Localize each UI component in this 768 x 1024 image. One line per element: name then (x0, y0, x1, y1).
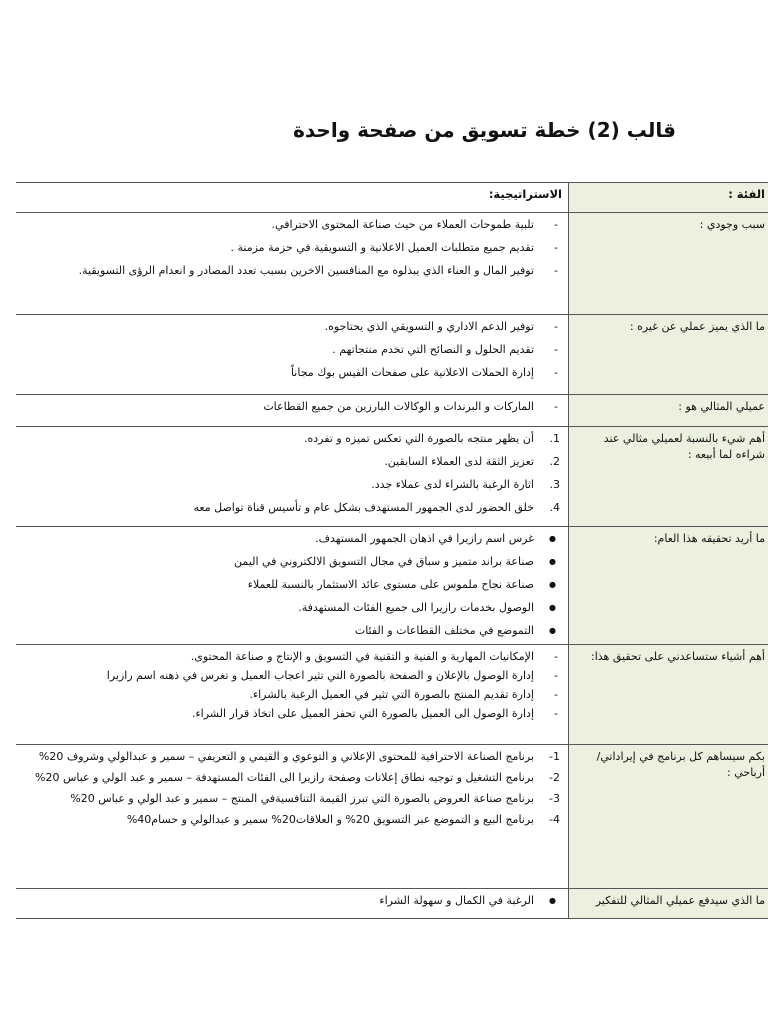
item-text: تعزيز الثقة لدى العملاء السابقين. (384, 455, 534, 468)
row-label: أهم أشياء ستساعدني على تحقيق هذا: (569, 645, 768, 745)
table-header-row (16, 183, 768, 213)
item-number: 2. (549, 455, 560, 468)
item-text: برنامج الصناعة الاحترافية للمحتوى الإعلاني و التوعوي و القيمي و التعريفي – سمير و عبدالولي وشروف 20% (38, 750, 534, 763)
item-number: 4- (549, 813, 560, 826)
table-row (16, 645, 768, 745)
list-item (22, 477, 562, 493)
list-item (22, 812, 562, 828)
item-number: 3. (549, 478, 560, 491)
row-label: ما الذي يميز عملي عن غيره : (569, 315, 768, 395)
numbered-list (22, 749, 562, 828)
item-number: 2- (549, 771, 560, 784)
item-number: 3- (549, 792, 560, 805)
row-content (16, 645, 569, 745)
item-text: خلق الحضور لدى الجمهور المستهدف بشكل عام و تأسيس قناة تواصل معه (193, 501, 534, 514)
list-item (22, 500, 562, 516)
row-content (16, 395, 569, 427)
row-content (16, 527, 569, 645)
list-item: ● التموضع في مختلف القطاعات و الفئات (22, 623, 562, 639)
bullet-list (22, 217, 562, 279)
category-header: الفئة : (569, 183, 768, 213)
row-label: بكم سيساهم كل برنامج في إيراداتي/أرباحي : (569, 745, 768, 889)
page-title: قالب (2) خطة تسويق من صفحة واحدة (293, 118, 676, 142)
list-item: ● الرغبة في الكمال و سهولة الشراء (22, 893, 562, 909)
table-row (16, 427, 768, 527)
list-item (22, 454, 562, 470)
table-row (16, 395, 768, 427)
bullet-list (22, 531, 562, 639)
row-content (16, 889, 569, 919)
list-item: - تلبية طموحات العملاء من حيث صناعة المحتوى الاحترافي. (22, 217, 562, 233)
item-text: أن يظهر منتجه بالصورة التي تعكس تميزه و تفرده. (303, 432, 534, 445)
list-item: - إدارة الوصول الى العميل بالصورة التي تحفز العميل على اتخاذ قرار الشراء. (22, 706, 562, 722)
list-item (22, 770, 562, 786)
bullet-list (22, 649, 562, 722)
item-number: 1. (549, 432, 560, 445)
row-label: ما أريد تحقيقه هذا العام: (569, 527, 768, 645)
list-item: - توفير المال و العناء الذي يبذلوه مع المنافسين الاخرين بسبب تعدد المصادر و انعدام الرؤى التسويقية. (22, 263, 562, 279)
list-item: - إدارة تقديم المنتج بالصورة التي تثير في العميل الرغبة بالشراء. (22, 687, 562, 703)
table-row (16, 527, 768, 645)
row-content (16, 427, 569, 527)
list-item: ● غرس اسم رازيرا في اذهان الجمهور المستهدف. (22, 531, 562, 547)
table-row (16, 213, 768, 315)
list-item: - تقديم جميع متطلبات العميل الاعلانية و التسويقية في حزمة مزمنة . (22, 240, 562, 256)
list-item (22, 431, 562, 447)
table-row (16, 745, 768, 889)
strategy-header: الاستراتيجية: (16, 183, 569, 213)
table-row (16, 315, 768, 395)
row-content (16, 213, 569, 315)
row-label: سبب وجودي : (569, 213, 768, 315)
item-text: برنامج التشغيل و توجيه نطاق إعلانات وصفحة رازيرا الى الفئات المستهدفة – سمير و عبد الولي و عباس 20% (35, 771, 534, 784)
list-item: ● الوصول بخدمات رازيرا الى جميع الفئات المستهدفة. (22, 600, 562, 616)
list-item: - إدارة الوصول بالإعلان و الصفحة بالصورة التي تثير اعجاب العميل و تغرس في ذهنه اسم رازيرا (22, 668, 562, 684)
row-label: ما الذي سيدفع عميلي المثالي للتفكير (569, 889, 768, 919)
list-item (22, 791, 562, 807)
list-item: ● صناعة نجاح ملموس على مستوى عائد الاستثمار بالنسبة للعملاء (22, 577, 562, 593)
row-label: أهم شيء بالنسبة لعميلي مثالي عند شراءه لما أبيعه : (569, 427, 768, 527)
item-number: 1- (549, 750, 560, 763)
item-text: برنامج صناعة العروض بالصورة التي تبرز القيمة التنافسيةفي المنتج – سمير و عبد الولي و عباس 20% (70, 792, 534, 805)
list-item: - الإمكانيات المهارية و الفنية و التقنية في التسويق و الإنتاج و صناعة المحتوى. (22, 649, 562, 665)
numbered-list (22, 431, 562, 516)
table-row (16, 889, 768, 919)
item-number: 4. (549, 501, 560, 514)
item-text: برنامج البيع و التموضع عبر التسويق 20% و العلاقات20% سمير و عبدالولي و حسام40% (126, 813, 534, 826)
marketing-plan-table (16, 182, 768, 919)
bullet-list (22, 399, 562, 415)
list-item: - إدارة الحملات الاعلانية على صفحات الفيس بوك مجاناً (22, 365, 562, 381)
item-text: اثارة الرغبة بالشراء لدى عملاء جدد. (371, 478, 534, 491)
row-content (16, 745, 569, 889)
list-item: ● صناعة براند متميز و سباق في مجال التسويق الالكتروني في اليمن (22, 554, 562, 570)
row-content (16, 315, 569, 395)
list-item: - توفير الدعم الاداري و التسويقي الذي يحتاجوه. (22, 319, 562, 335)
bullet-list (22, 893, 562, 909)
list-item (22, 749, 562, 765)
list-item: - تقديم الحلول و النصائح التي تخدم منتجاتهم . (22, 342, 562, 358)
list-item: - الماركات و البرندات و الوكالات البارزين من جميع القطاعات (22, 399, 562, 415)
bullet-list (22, 319, 562, 381)
row-label: عميلي المثالي هو : (569, 395, 768, 427)
